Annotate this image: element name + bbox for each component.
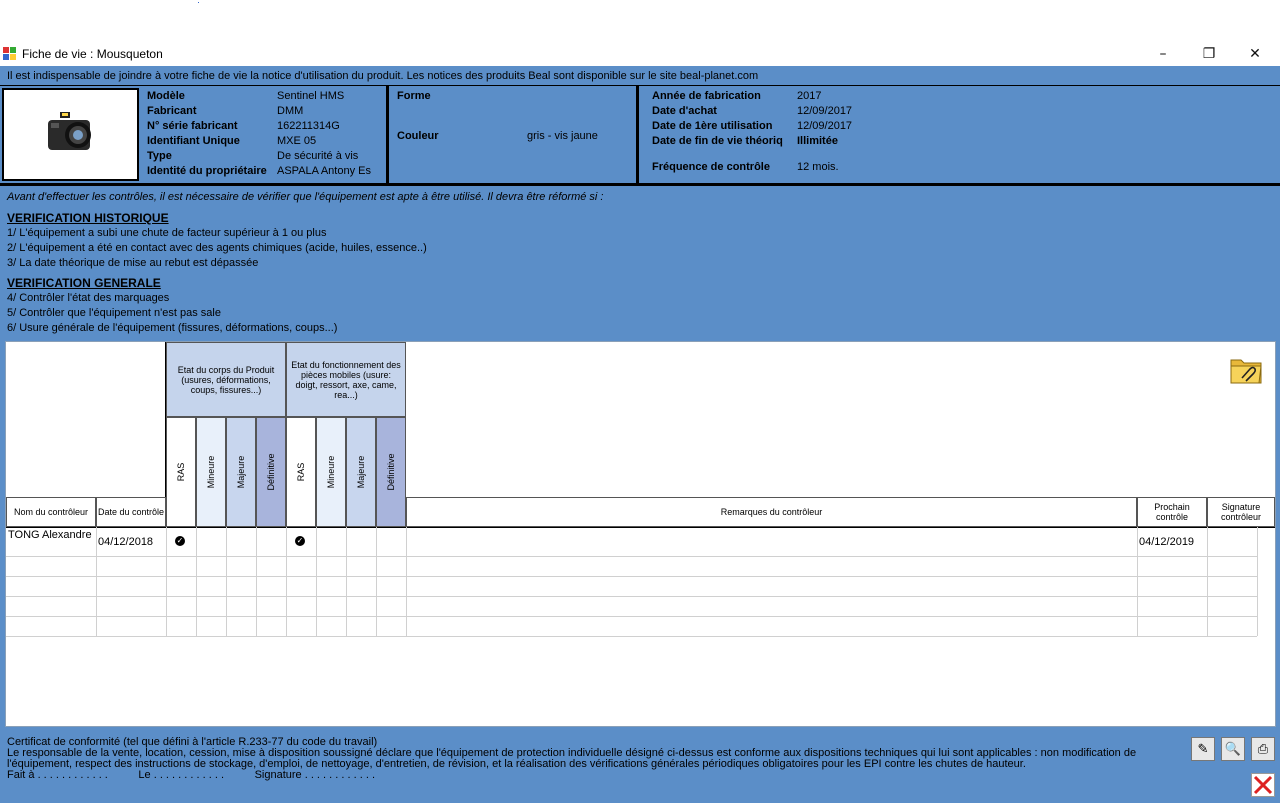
- row-nom-controleur[interactable]: TONG Alexandre: [8, 529, 92, 541]
- product-header: [0, 85, 1280, 186]
- close-red-icon[interactable]: [1251, 773, 1275, 797]
- value-fin-de-vie: Illimitée: [797, 135, 838, 147]
- header-signature: Signature contrôleur: [1207, 497, 1275, 527]
- preview-icon[interactable]: 🔍: [1221, 737, 1245, 761]
- value-couleur: gris - vis jaune: [527, 130, 598, 142]
- hist-item: 2/ L'équipement a été en contact avec des agents chimiques (acide, huiles, essence..): [7, 242, 427, 254]
- divider: [386, 86, 389, 184]
- col-majeure-label: Majeure: [356, 455, 366, 489]
- check-circle-icon[interactable]: ✓: [176, 536, 184, 545]
- col-majeure-label: Majeure: [236, 455, 246, 489]
- divider: [636, 86, 639, 184]
- header-nom-controleur: Nom du contrôleur: [6, 497, 96, 527]
- gen-item: 5/ Contrôler que l'équipement n'est pas sale: [7, 307, 221, 319]
- gen-item: 6/ Usure générale de l'équipement (fissures, déformations, coups...): [7, 322, 338, 334]
- certificate: [7, 737, 1177, 781]
- header-remarques: Remarques du contrôleur: [406, 497, 1137, 527]
- label-forme: Forme: [397, 90, 431, 102]
- folder-clip-icon[interactable]: [1228, 352, 1264, 388]
- close-window-button[interactable]: ✕: [1249, 46, 1261, 62]
- notice-text: Il est indispensable de joindre à votre fiche de vie la notice d'utilisation du produit. Les notices des produits Beal sont disponible sur le site beal-planet.com: [7, 70, 759, 82]
- col-definitive: [376, 417, 406, 527]
- section-historique-title: VERIFICATION HISTORIQUE: [7, 211, 169, 225]
- row-divider: [6, 576, 1257, 577]
- col-ras-label: RAS: [176, 462, 186, 482]
- cert-footer: Fait à . . . . . . . . . . . . Le . . . . . . . . . . . . Signature . . . . . . . . . . . .: [7, 769, 376, 781]
- check-circle-icon[interactable]: ✓: [296, 536, 304, 545]
- value-premiere-utilisation: 12/09/2017: [797, 120, 853, 132]
- value-serie: 162211314G: [277, 120, 340, 132]
- value-proprietaire: ASPALA Antony Es: [277, 165, 371, 177]
- row-date-controle[interactable]: 04/12/2018: [98, 536, 154, 548]
- group-header-corps: Etat du corps du Produit (usures, déformations, coups, fissures...): [166, 342, 286, 417]
- col-majeure: [346, 417, 376, 527]
- col-ras-label: RAS: [296, 462, 306, 482]
- minimize-button[interactable]: –: [1159, 46, 1167, 62]
- title-bar: [0, 42, 1280, 66]
- row-divider: [6, 596, 1257, 597]
- window-title: Fiche de vie : Mousqueton: [22, 47, 163, 61]
- label-frequence: Fréquence de contrôle: [652, 161, 770, 173]
- value-achat: 12/09/2017: [797, 105, 853, 117]
- col-mineure-label: Mineure: [206, 455, 216, 489]
- gen-item: 4/ Contrôler l'état des marquages: [7, 292, 170, 304]
- value-fabricant: DMM: [277, 105, 304, 117]
- cert-title: Certificat de conformité (tel que défini à l'article R.233-77 du code du travail): [7, 736, 378, 748]
- col-divider: [286, 527, 287, 636]
- cert-body: Le responsable de la vente, location, cession, mise à disposition soussigné déclare que l'équipement de protection individuelle désigné ci-dessus est conforme aux dispositions techniques qui lui sont applicables : non modification de l'équipement, respect des instructions de stockage, d'emploi, de nettoyage, d'entretien, de révision, et la réalisation des vérifications générales périodiques obligatoires pour les EPI contre les chutes de hauteur.: [7, 747, 1137, 770]
- main-panel: [0, 66, 1280, 803]
- col-mineure: [196, 417, 226, 527]
- row-divider: [6, 556, 1257, 557]
- hist-item: 1/ L'équipement a subi une chute de facteur supérieur à 1 ou plus: [7, 227, 327, 239]
- section-generale-title: VERIFICATION GENERALE: [7, 276, 161, 290]
- group-header-fonctionnement: Etat du fonctionnement des pièces mobiles (usure: doigt, ressort, axe, came, rea...): [286, 342, 406, 417]
- label-fabricant: Fabricant: [147, 105, 197, 117]
- col-majeure: [226, 417, 256, 527]
- label-modele: Modèle: [147, 90, 185, 102]
- row-divider: [6, 636, 1257, 637]
- col-mineure-label: Mineure: [326, 455, 336, 489]
- col-divider: [316, 527, 317, 636]
- value-identifiant: MXE 05: [277, 135, 317, 147]
- col-divider: [166, 527, 167, 636]
- label-achat: Date d'achat: [652, 105, 717, 117]
- col-divider: [376, 527, 377, 636]
- edit-icon[interactable]: ✎: [1191, 737, 1215, 761]
- col-divider: [406, 527, 407, 636]
- intro-text: Avant d'effectuer les contrôles, il est nécessaire de vérifier que l'équipement est apte à être utilisé. Il devra être réformé si :: [7, 191, 604, 203]
- label-serie: N° série fabricant: [147, 120, 238, 132]
- col-definitive: [256, 417, 286, 527]
- col-divider: [346, 527, 347, 636]
- col-divider: [1257, 527, 1258, 636]
- col-divider: [226, 527, 227, 636]
- label-couleur: Couleur: [397, 130, 439, 142]
- header-prochain-controle: Prochain contrôle: [1137, 497, 1207, 527]
- col-divider: [256, 527, 257, 636]
- control-grid: [5, 341, 1276, 727]
- app-icon: [3, 47, 16, 60]
- hist-item: 3/ La date théorique de mise au rebut est dépassée: [7, 257, 259, 269]
- col-ras: [286, 417, 316, 527]
- grid-corner: [6, 342, 166, 497]
- col-ras: [166, 417, 196, 527]
- product-image: [2, 88, 139, 181]
- label-proprietaire: Identité du propriétaire: [147, 165, 267, 177]
- col-divider: [1207, 527, 1208, 636]
- label-annee: Année de fabrication: [652, 90, 761, 102]
- col-definitive-label: Définitive: [386, 453, 396, 491]
- value-type: De sécurité à vis: [277, 150, 359, 162]
- col-divider: [96, 527, 97, 636]
- col-mineure: [316, 417, 346, 527]
- label-fin-de-vie: Date de fin de vie théoriq: [652, 135, 783, 147]
- row-divider: [6, 616, 1257, 617]
- row-prochain-controle[interactable]: 04/12/2019: [1139, 536, 1195, 548]
- label-premiere-utilisation: Date de 1ère utilisation: [652, 120, 773, 132]
- label-type: Type: [147, 150, 172, 162]
- value-modele: Sentinel HMS: [277, 90, 345, 102]
- stray-dot: [198, 2, 199, 3]
- header-date-controle: Date du contrôle: [96, 497, 166, 527]
- col-definitive-label: Définitive: [266, 453, 276, 491]
- col-divider: [1137, 527, 1138, 636]
- label-identifiant: Identifiant Unique: [147, 135, 240, 147]
- print-icon[interactable]: ⎙: [1251, 737, 1275, 761]
- value-annee: 2017: [797, 90, 822, 102]
- value-frequence: 12 mois.: [797, 161, 839, 173]
- camera-icon: [46, 110, 98, 156]
- restore-button[interactable]: ❐: [1202, 46, 1216, 62]
- col-divider: [196, 527, 197, 636]
